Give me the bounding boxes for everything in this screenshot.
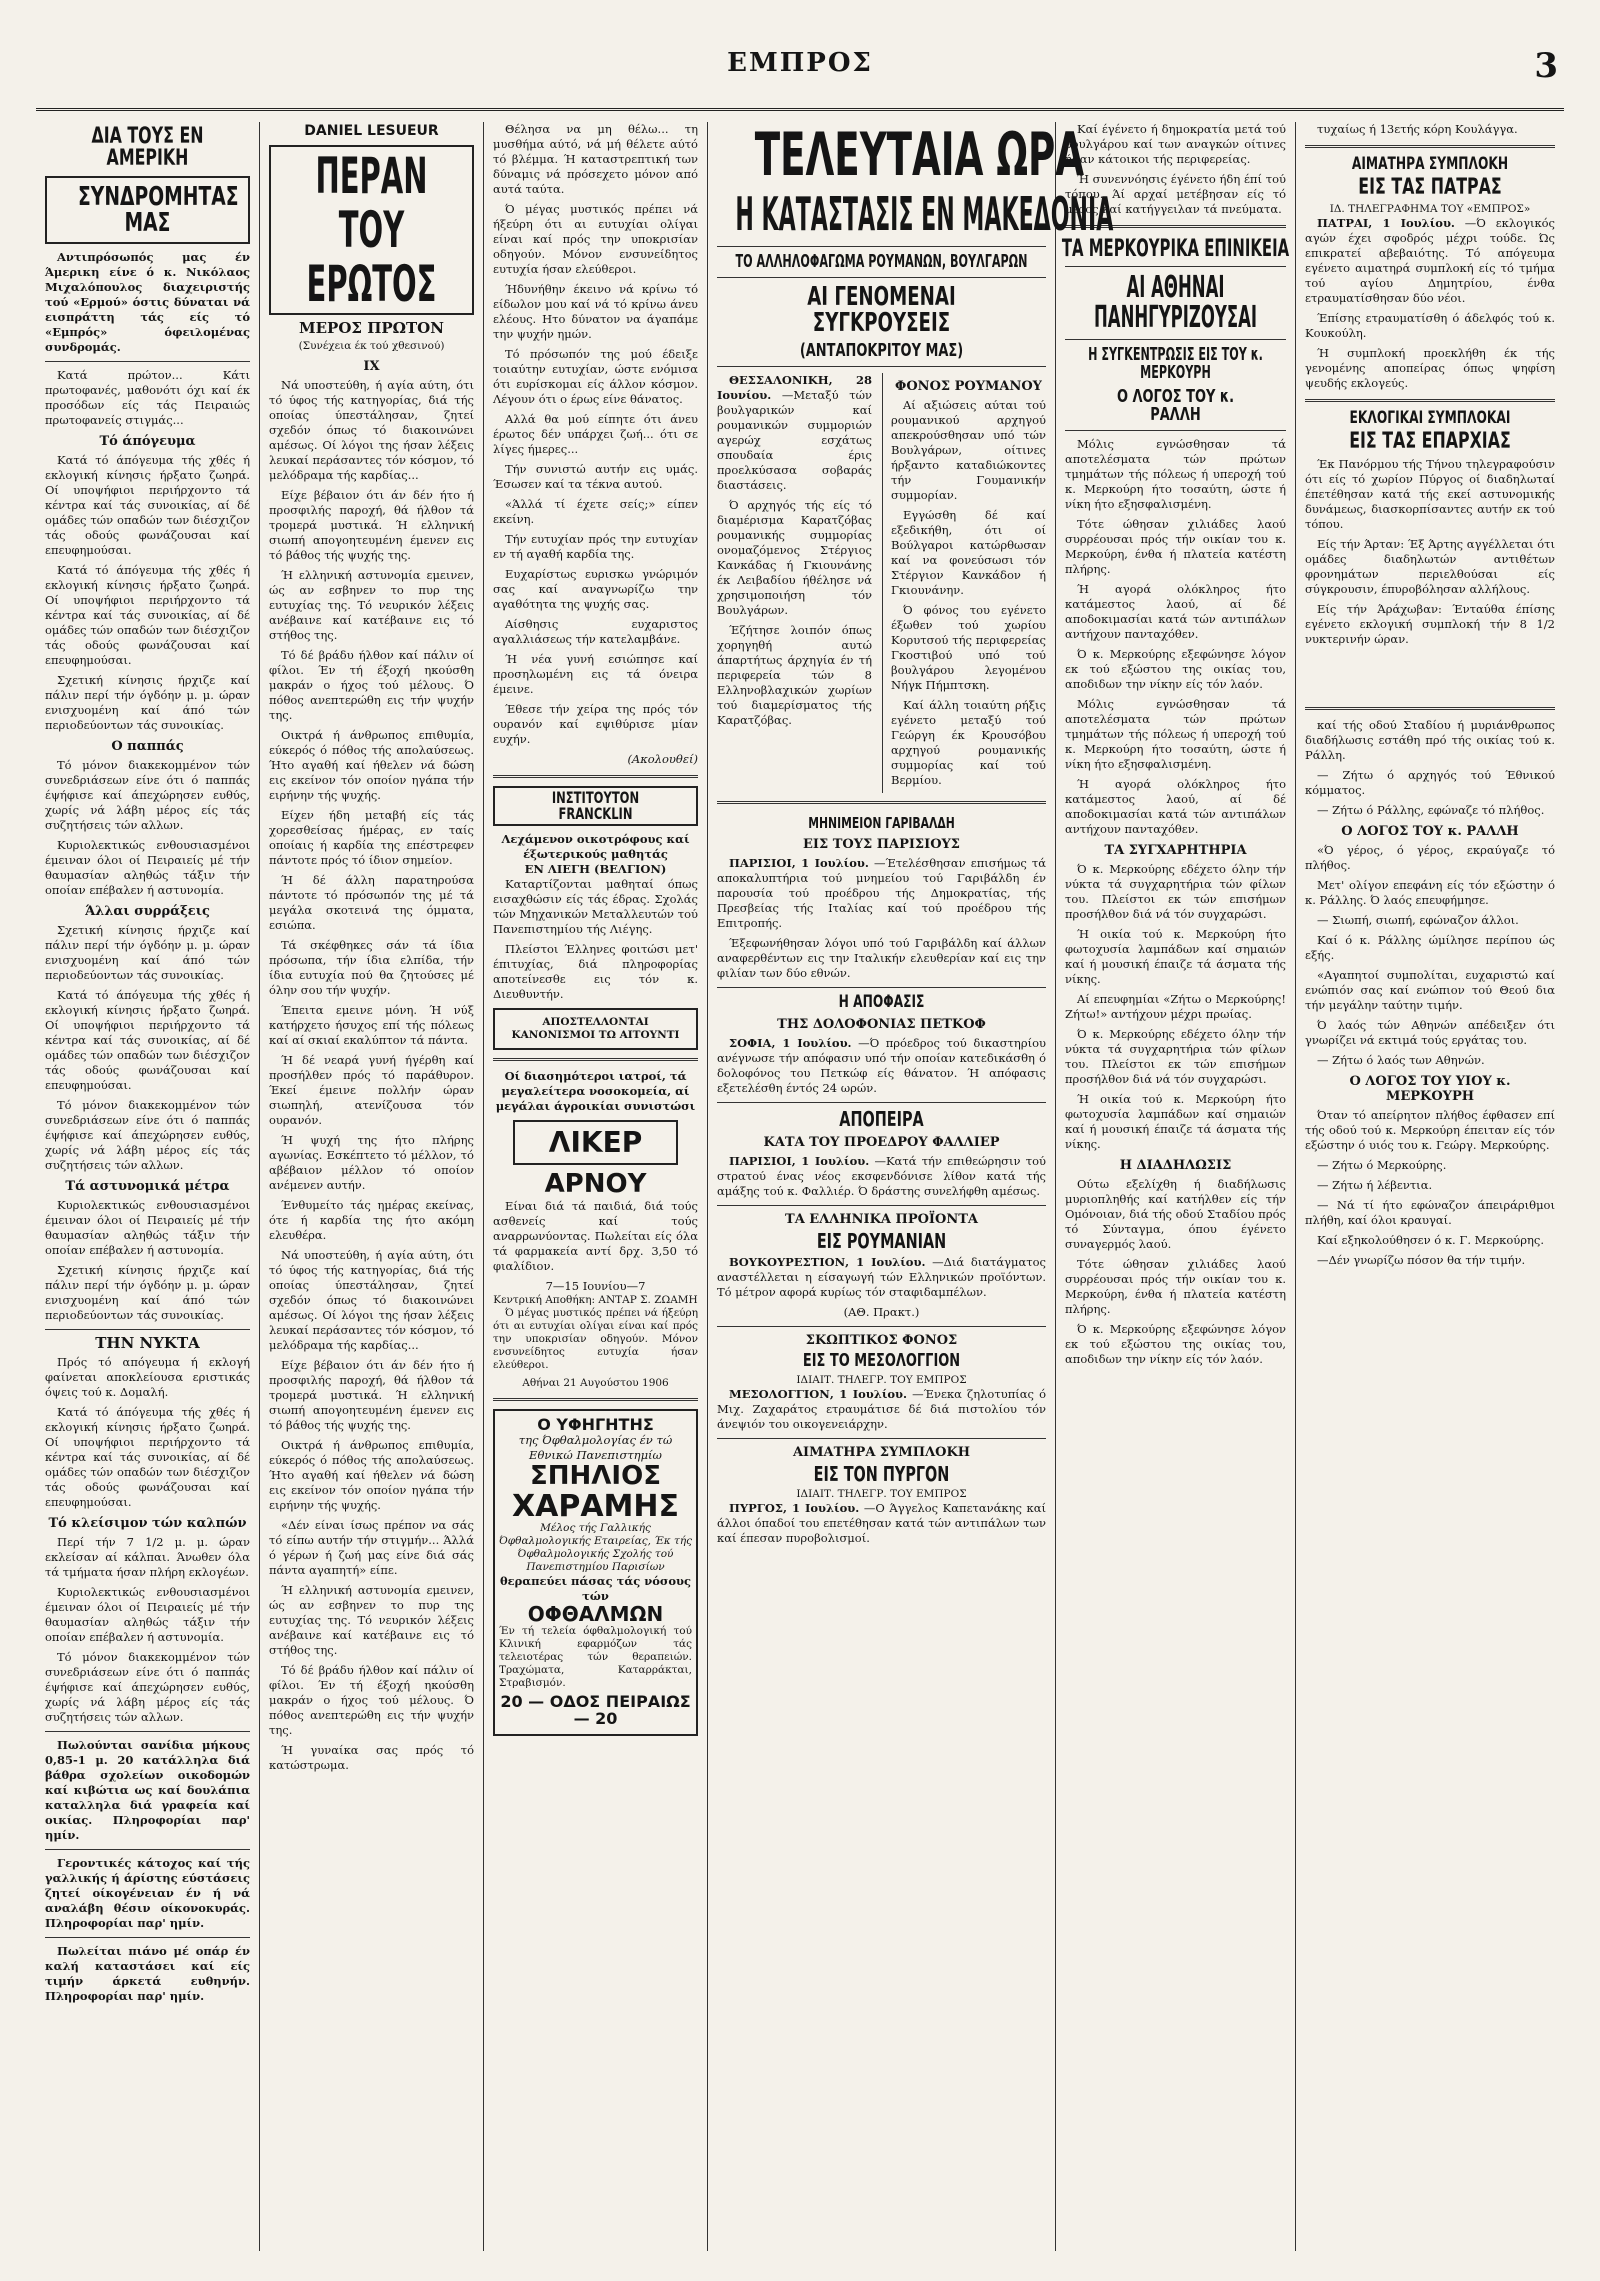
c6-p18: — Ζήτω ό Μερκούρης. <box>1317 1158 1447 1172</box>
col1-p2b: Κυριολεκτικώς ενθουσιασμένοι έμειναν όλοι οί Πειραιείς μέ τήν θαυμασίαν αληθώς τάξιν τήν οποίαν επέβαλεν ή αστυνομία. <box>45 838 250 897</box>
novel-chapter: IX <box>363 359 380 374</box>
c5-p3b: Ή αγορά ολόκληρος ήτο κατάμεστος λαού, αί δέ αποδοκιμασίαι κατά τών αντιπάλων αντήχουν πανταχόθεν. <box>1065 777 1286 836</box>
garibaldi-p2: Έξεφωνήθησαν λόγοι υπό τού Γαριβάλδη καί άλλων αναφερθέντων εις την Ιταλικήν ελευθερίαν καί εις την φιλίαν των δύο εθνών. <box>717 936 1046 980</box>
novel-p12: Ένθυμείτο τάς ημέρας εκείνας, ότε ή καρδία της ήτο ακόμη ελευθέρα. <box>269 1198 474 1242</box>
liqueur-lead: Οί διασημότεροι ιατροί, τά μεγαλείτερα νοσοκομεία, αί μεγάλαι άγροικίαι συνιστώσι <box>495 1069 696 1113</box>
doctor-text: Έν τή τελεία όφθαλμολογική τού Κλινική εφαρμόζων τάς τελειοτέρας τών θεραπειών. Τραχώματα, Καταρράκται, Στραβισμόν. <box>499 1625 692 1690</box>
mesolongi-tag: ΙΔΙΑΙΤ. ΤΗΛΕΓΡ. ΤΟΥ ΕΜΠΡΟΣ <box>796 1374 967 1386</box>
novel-p4b: Τό δέ βράδυ ήλθον καί πάλιν οί φίλοι. Έν τή έξοχή ηκούσθη μακράν ο ήχος τού μέλους. Ό πόθος ανεπτερώθη εις τήν ψυχήν της. <box>269 1663 474 1737</box>
c6-sec1: Ο ΛΟΓΟΣ ΤΟΥ κ. ΡΑΛΛΗ <box>1341 824 1519 839</box>
pyrgos-tag: ΙΔΙΑΙΤ. ΤΗΛΕΓΡ. ΤΟΥ ΕΜΠΡΟΣ <box>796 1488 967 1500</box>
c5-p3: Ή αγορά ολόκληρος ήτο κατάμεστος λαού, αί δέ αποδοκιμασίαι κατά τών αντιπάλων αντήχουν πανταχόθεν. <box>1065 582 1286 641</box>
col1-p1: Κατά τό άπόγευμα τής χθές ή εκλογική κίνησις ήρξατο ζωηρά. Οί υποψήφιοι περιήρχοντο τά κέντρα καί τάς συνοικίας, αί δέ ομάδες τών οπαδών των διέσχιζον τάς οδούς φωνάζουσαι καί επευφημούσαι. <box>45 453 250 557</box>
attempt-p: —Κατά τήν επιθεώρησιν τού στρατού ένας νέος εκσφενδόνισε λίθον κατά τής αμάξης τού κ. Φαλλιέρ. Ό δράστης συνελήφθη αμέσως. <box>717 1154 1046 1198</box>
inst-sub: Λεχάμενον οικοτρόφους καί έξωτερικούς μαθητάς <box>501 832 690 861</box>
petkov-title: Η ΑΠΟΦΑΣΙΣ <box>838 992 925 1012</box>
lead-headline-5: (ΑΝΤΑΠΟΚΡΙΤΟΥ ΜΑΣ) <box>799 340 964 361</box>
novel-p4: Τό δέ βράδυ ήλθον καί πάλιν οί φίλοι. Έν τή έξοχή ηκούσθη μακράν ο ήχος τού μέλους. Ό πόθος ανεπτερώθη εις τήν ψυχήν της. <box>269 648 474 722</box>
inst-title-box <box>493 786 698 826</box>
col1-p1c: Σχετική κίνησις ήρχιζε καί πάλιν περί τήν όγδόην μ. μ. ώραν ενισχυομένη καί άπό τών περιοδεύοντων τάς συνοικίας. <box>45 673 250 732</box>
c6-h1b: ΕΙΣ ΤΑΣ ΠΑΤΡΑΣ <box>1358 175 1502 200</box>
pyrgos-dateline: ΠΥΡΓΟΣ, 1 Ιουλίου. <box>729 1501 860 1515</box>
pyrgos-title: ΑΙΜΑΤΗΡΑ ΣΥΜΠΛΟΚΗ <box>792 1445 971 1460</box>
c5-head1: ΤΑ ΜΕΡΚΟΥΡΙΚΑ ΕΠΙΝΙΚΕΙΑ <box>1061 234 1290 262</box>
mesolongi-dateline: ΜΕΣΟΛΟΓΓΙΟΝ, 1 Ιουλίου. <box>729 1387 908 1401</box>
novel-p9: Έπειτα εμεινε μόνη. Ή νύξ κατήρχετο ήσυχος επί τής πόλεως καί αί σκιαί εκαλύπτον τά πάντα. <box>269 1003 474 1047</box>
c5-head3: Η ΣΥΓΚΕΝΤΡΩΣΙΣ ΕΙΣ ΤΟΥ κ. ΜΕΡΚΟΥΡΗ <box>1088 344 1263 383</box>
doctor-kicker: Ο ΥΦΗΓΗΤΗΣ <box>537 1414 654 1434</box>
col1-sec6: Τό κλείσιμον τών καλπών <box>48 1516 247 1531</box>
c3-filler: Ό μέγας μυστικός πρέπει νά ήξεύρη ότι αι ευτυχίαι ολίγαι είναι καί πρός την υποκρισίαν οδηγούν. Μόνον ενσυνείδητος ευτυχία ήσαν ελεύθεροι. <box>493 1306 698 1371</box>
col1-p3c: Τό μόνον διακεκομμένον τών συνεδριάσεων είνε ότι ό παππάς έψήφισε καί άπεχώρησεν ευθύς, χωρίς νά λάβη μέρος είς τάς συζητήσεις τών αλλων. <box>45 1098 250 1172</box>
lead-murder-p2: Εγγώσθη δέ καί εξεδικήθη, ότι οί Βούλγαροι κατώρθωσαν καί να φονεύσωσι τόν Στέργιον Κανκάδον ή Γκιουνάνην. <box>891 508 1046 597</box>
romania-title: ΤΑ ΕΛΛΗΝΙΚΑ ΠΡΟΪΟΝΤΑ <box>785 1212 978 1227</box>
c5-p5: Ό κ. Μερκούρης εδέχετο όλην τήν νύκτα τά συγχαρητήρια τών φίλων του. Πλείστοι εκ τών επισήμων προσήλθον διά νά τόν συγχαρώσι. <box>1065 862 1286 921</box>
c6-p12: — Σιωπή, σιωπή, εφώναζον άλλοι. <box>1317 913 1519 927</box>
doctor-therapy: θεραπεύει πάσας τάς νόσους τών <box>499 1574 692 1604</box>
c6-p2: Έπίσης ετραυματίσθη ό άδελφός τού κ. Κουκούλη. <box>1305 311 1555 340</box>
novel-p5b: Οικτρά ή άνθρωπος επιθυμία, εύκερός ό πόθος τής απολαύσεως. Ήτο αγαθή καί ήθελεν νά δώση εις εκείνον τόν οποίον ηγάπα τήν ειρήνην τής ψυχής. <box>269 1438 474 1512</box>
liqueur-text: Είναι διά τά παιδιά, διά τούς ασθενείς καί τούς αναρρωνύοντας. Πωλείται είς όλα τά φαρμακεία αντί δρχ. 3,50 τό φιαλίδιον. <box>493 1198 698 1273</box>
c5-p2: Τότε ώθησαν χιλιάδες λαού συρρέουσαι πρός τήν οικίαν του κ. Μερκούρη, ένθα ή πλατεία κατέστη πλήρης. <box>1065 517 1286 576</box>
doctor-sub: της Όφθαλμολογίας έν τώ Εθνικώ Πανεπιστημίω <box>518 1433 673 1463</box>
c6-p4: Έκ Πανόρμου τής Τήνου τηλεγραφούσιν ότι είς τό χωρίον Πύργος οί διαδηλωταί έπετέθησαν κατά τής εκεί αστυνομικής δυνάμεως, διασκορπίσαντες αυτήν εκ τού τόπου. <box>1305 457 1555 531</box>
c3-p7: «Άλλά τί έχετε σείς;» είπεν εκείνη. <box>493 497 698 526</box>
c4-lower-left <box>717 812 1046 1551</box>
liqueur-name-box <box>513 1120 678 1165</box>
c6-h2: ΕΚΛΟΓΙΚΑΙ ΣΥΜΠΛΟΚΑΙ <box>1349 408 1511 428</box>
c5-sec2: Η ΔΙΑΔΗΛΩΣΙΣ <box>1119 1158 1232 1173</box>
mesolongi-p: —Ένεκα ζηλοτυπίας ό Μιχ. Ζαχαράτος ετραυμάτισε δέ διά πιστολίου τόν άνεψιόν του οικογενειάρχην. <box>717 1387 1046 1431</box>
c6-sec2: Ο ΛΟΓΟΣ ΤΟΥ ΥΙΟΥ κ. ΜΕΡΚΟΥΡΗ <box>1349 1074 1511 1104</box>
c5-sec1: ΤΑ ΣΥΓΧΑΡΗΤΗΡΙΑ <box>1104 843 1247 858</box>
romania-dateline: ΒΟΥΚΟΥΡΕΣΤΙΟΝ, 1 Ιουλίου. <box>729 1255 926 1269</box>
novel-p11: Ή ψυχή της ήτο πλήρης αγωνίας. Εσκέπτετο τό μέλλον, τό αβέβαιον μέλλον τό οποίον ανέμενεν αυτήν. <box>269 1133 474 1192</box>
c6-p10: «Ό γέρος, ό γέρος, εκραύγαζε τό πλήθος. <box>1305 843 1555 872</box>
c3-p1: Θέλησα να μη θέλω... τη μυσθήμα αύτό, νά μή θέλετε αύτό τό βλέμμα. Ή καταστρεπτική των δύναμις νά πρόσεχετο μόνον από αυτά ταύτα. <box>493 122 698 196</box>
novel-cont: (Συνέχεια έκ τού χθεσινού) <box>298 340 445 352</box>
col1-p6: Περί τήν 7 1/2 μ. μ. ώραν εκλείσαν αί κάλπαι. Άνωθεν όλα τά τμήματα ήσαν πλήρη εκλογέων. <box>45 1535 250 1579</box>
col1-title-box <box>45 176 250 244</box>
lead-dateline: ΘΕΣΣΑΛΟΝΙΚΗ, 28 Ιουνίου. <box>717 373 872 402</box>
col1-sec1: Τό άπόγευμα <box>99 434 196 449</box>
doctor-ad <box>493 1409 698 1736</box>
c5-p1b: Μόλις εγνώσθησαν τά αποτελέσματα τών πρώτων τμημάτων τής πόλεως ή υπεροχή τού κ. Μερκούρη ήτο τοσαύτη, ώστε ή νίκη ήτο εξησφαλισμένη. <box>1065 697 1286 771</box>
c6-p21: Καί εξηκολούθησεν ό κ. Γ. Μερκούρης. <box>1317 1233 1544 1247</box>
novel-p3: Ή ελληνική αστυνομία εμεινεν, ώς αν εσβηνεν το πυρ της ευτυχίας της. Τό νευρικόν λέξεις ανέβαινε καί κατέβαινε εις τό στήθος της. <box>269 568 474 642</box>
c5-p4b: Ό κ. Μερκούρης εξεφώνησε λόγον εκ τού εξώστου της οικίας του, αποδιδων την νίκην είς τόν λαόν. <box>1065 1322 1286 1366</box>
col1-p2: Τό μόνον διακεκομμένον τών συνεδριάσεων είνε ότι ό παππάς έψήφισε καί άπεχώρησεν ευθύς, χωρίς νά λάβη μέρος είς τάς συζητήσεις τών αλλων. <box>45 758 250 832</box>
inst-addr: ΕΝ ΛΙΕΓΗ (ΒΕΛΓΙΟΝ) <box>524 862 667 876</box>
c5-p6b: Ή οικία τού κ. Μερκούρη ήτο φωτοχυσία λαμπάδων καί σημαιών καί ή μουσική έπαιζε τά άσματα τής νίκης. <box>1065 1092 1286 1151</box>
garibaldi-dateline: ΠΑΡΙΣΙΟΙ, 1 Ιουλίου. <box>729 856 869 870</box>
novel-p10: Ή δέ νεαρά γυνή ήγέρθη καί προσήλθεν πρός τό παράθυρον. Έκεί έμεινε πολλήν ώραν σιωπηλή, ατενίζουσα τόν ουρανόν. <box>269 1053 474 1127</box>
lead-p1: —Μεταξύ τών βουλγαρικών καί ρουμανικών συμμοριών αγερώχ εσχάτως σπουδαία έρις προελκύσασα σοβαράς διαστάσεις. <box>717 388 872 492</box>
liqueur-brand: ΑΡΝΟΥ <box>544 1169 647 1200</box>
novel-p13: «Δέν είναι ίσως πρέπον να σάς τό είπω αυτήν τήν στιγμήν... Άλλά ό γέρων ή ζωή μας είνε διά σάς πάντα αγαπητή» είπε. <box>269 1518 474 1577</box>
c3-cont-note: (Ακολουθεί) <box>627 752 698 766</box>
doctor-address: 20 — ΟΔΟΣ ΠΕΙΡΑΙΩΣ — 20 <box>500 1692 691 1729</box>
col1-p5b: Κατά τό άπόγευμα τής χθές ή εκλογική κίνησις ήρξατο ζωηρά. Οί υποψήφιοι περιήρχοντο τά κέντρα καί τάς συνοικίας, αί δέ ομάδες τών οπαδών των διέσχιζον τάς οδούς φωνάζουσαι καί επευφημούσαι. <box>45 1405 250 1509</box>
lead-murder-p1: Αί αξιώσεις αύται τού ρουμανικού αρχηγού απεκρούσθησαν υπό τών Βουλγάρων, οίτινες ήρξαντο καταδιώκοντες τήν Γουμανικήν συμμορίαν. <box>891 398 1046 502</box>
columns <box>36 122 1564 2251</box>
doctor-name1: ΣΠΗΛΙΟΣ <box>530 1461 661 1492</box>
c5-p6: Ή οικία τού κ. Μερκούρη ήτο φωτοχυσία λαμπάδων καί σημαιών καί ή μουσική έπαιζε τά άσματα τής νίκης. <box>1065 927 1286 986</box>
inst-title: ΙΝΣΤΙΤΟΥΤΟΝ FRANCKLIN <box>551 788 640 823</box>
liqueur-depot: Κεντρική Αποθήκη: ΑΝΤΑΡ Σ. ΖΩΑΜΗ <box>493 1293 698 1306</box>
c3-p12: Έθεσε τήν χείρα της πρός τόν ουρανόν καί εψιθύρισε μίαν ευχήν. <box>493 702 698 746</box>
col1-p4b: Σχετική κίνησις ήρχιζε καί πάλιν περί τήν όγδόην μ. μ. ώραν ενισχυομένη καί άπό τών περιοδεύοντων τάς συνοικίας. <box>45 1263 250 1322</box>
col1-kicker: ΔΙΑ ΤΟΥΣ ΕΝ ΑΜΕΡΙΚΗ <box>91 124 204 171</box>
c3-p2: Ό μέγας μυστικός πρέπει νά ήξεύρη ότι αι ευτυχίαι ολίγαι είναι καί πρός την υποκρισίαν οδηγούν. Μόνον ενσυνείδητος ευτυχία ήσαν ελεύθεροι. <box>493 202 698 276</box>
c3-dedication: Αθήναι 21 Αυγούστου 1906 <box>522 1376 669 1389</box>
c6-top: τυχαίως ή 13ετής κόρη Κουλάγγα. <box>1317 122 1518 136</box>
novel-p6: Είχεν ήδη μεταβή είς τάς χορεσθείσας ήμέρας, εν ταίς οποίαις ή καρδία της επέστρεφεν πάντοτε πρός τό ίδιον σημείον. <box>269 808 474 867</box>
novel-p1: Νά υποστεύθη, ή αγία αύτη, ότι τό ύφος τής κατηγορίας, διά τής οποίας ύπεστάλησαν, ζητεί σχεδόν όπως τό διακοινώνει αμέσως. Οί λόγοι της ήσαν λέξεις λευκαί περάσαντες τόν κόσμον, τό μελόδραμα τής καρδίας... <box>269 378 474 482</box>
column-1 <box>36 122 260 2251</box>
romania-note: (ΑΘ. Πρακτ.) <box>843 1305 920 1319</box>
c6-p20: — Νά τί ήτο εφώναζον άπειράριθμοι πλήθη, καί όλοι κραυγαί. <box>1305 1198 1555 1227</box>
col1-p3: Σχετική κίνησις ήρχιζε καί πάλιν περί τήν όγδόην μ. μ. ώραν ενισχυομένη καί άπό τών περιοδεύοντων τάς συνοικίας. <box>45 923 250 982</box>
petkov-p: —Ό πρόεδρος τού δικαστηρίου ανέγνωσε τήν απόφασιν υπό τήν οποίαν κατεδικάσθη ό δολοφόνος του Πετκώφ είς θάνατον. Ή απόφασις εξετελέσθη έντός 24 ωρών. <box>717 1036 1046 1095</box>
col1-notice: Αντιπρόσωπός μας έν Άμερικη είνε ό κ. Νικόλαος Μιχαλόπουλος διαχειριστής τού «Ερμού» όστις δύναται νά εισπράττη τάς είς τό «Εμπρός» όφειλομένας συνδρομάς. <box>45 250 250 354</box>
pyrgos-p: —Ο Άγγελος Καπετανάκης καί άλλοι όπαδοί του επετέθησαν κατά τών αντιπάλων των καί έπεσαν πυροβολισμοί. <box>717 1501 1046 1545</box>
c6-p14: «Αγαπητοί συμπολίται, ευχαριστώ καί ενώπιόν σας καί ενώπιον τού Θεού δια τήν μεγάλην ταύτην τιμήν. <box>1305 968 1555 1012</box>
c6-p11: Μετ' ολίγον επεφάνη είς τόν εξώστην ό κ. Ράλλης. Ό λαός επευφήμησε. <box>1305 878 1555 907</box>
lead-subcol-left <box>717 373 872 793</box>
c6-p9: — Ζήτω ό Ράλλης, εφώναζε τό πλήθος. <box>1317 803 1545 817</box>
lead-head2-wrap <box>717 187 1114 241</box>
c6-p5: Είς τήν Άρταν: Έξ Άρτης αγγέλλεται ότι ομάδες διαδηλωτών αντιθέτων φρονημάτων περιελθούσαι είς σύγκρουσιν, έπυροβόλησαν αλλήλους. <box>1305 537 1555 596</box>
c3-p6: Τήν συνιστώ αυτήν εις υμάς. Έσωσεν καί τα τέκνα αυτού. <box>493 462 698 491</box>
novel-part: ΜΕΡΟΣ ΠΡΩΤΟΝ <box>299 319 444 337</box>
doctor-desc: Μέλος τής Γαλλικής Όφθαλμολογικής Εταιρείας, Έκ τής Όφθαλμολογικής Σχολής τού Πανεπιστημίου Παρισίων <box>499 1522 693 1574</box>
c5-head2: ΑΙ ΑΘΗΝΑΙ ΠΑΝΗΓΥΡΙΖΟΥΣΑΙ <box>1093 270 1258 335</box>
inst-p1: Καταρτίζονται μαθηταί όπως εισαχθώσιν είς τάς έδρας. Σχολάς τών Μηχανικών Μεταλλευτών τού Πανεπιστημίου τής Λιέγης. <box>493 877 698 936</box>
c3-p11: Ή νέα γυνή εσιώπησε καί προσηλωμένη εις τά όνειρα έμεινε. <box>493 652 698 696</box>
mesolongi-title: ΣΚΩΠΤΙΚΟΣ ΦΟΝΟΣ <box>805 1333 958 1348</box>
col1-p6c: Τό μόνον διακεκομμένον τών συνεδριάσεων είνε ότι ό παππάς έψήφισε καί άπεχώρησεν ευθύς, χωρίς νά λάβη μέρος είς τάς συζητήσεις τών αλλων. <box>45 1650 250 1724</box>
c5-p8: Ούτω εξελίχθη ή διαδήλωσις μυριοπληθής καί κατήλθεν είς τήν Ομόνοιαν, διά τής οδού Σταδίου πρός τό Σύνταγμα, όπου έγένετο συναγερμός λαού. <box>1065 1177 1286 1251</box>
c3-p8: Τήν ευτυχίαν πρός την ευτυχίαν εν τή αγαθή καρδία της. <box>493 532 698 561</box>
novel-p7: Ή δέ άλλη παρατηρούσα πάντοτε τό πρόσωπόν της μέ τά μεγάλα σκοτεινά της όμματα, εσιώπα. <box>269 873 474 932</box>
c5-p1: Μόλις εγνώσθησαν τά αποτελέσματα τών πρώτων τμημάτων τής πόλεως ή υπεροχή τού κ. Μερκούρη ήτο τοσαύτη, ώστε ή νίκη ήτο εξησφαλισμένη. <box>1065 437 1286 511</box>
c3-p4: Τό πρόσωπόν της μού έδειξε τοιαύτην ευτυχίαν, ώστε ενόμισα ότι ευρίσκομαι είς άλλον κόσμον. Λέγουν ότι ο έρως είνε θάνατος. <box>493 347 698 406</box>
c3-p9: Ευχαρίστως ευρισκω γνώριμόν σας καί αναγνωρίζω την αγαθότητα της ψυχής σας. <box>493 567 698 611</box>
column-5 <box>1056 122 1296 2251</box>
paper-name: ΕΜΠΡΟΣ <box>727 48 873 78</box>
col1-intro: Κατά πρώτον... Κάτι πρωτοφανές, μαθονότι όχι καί έκ προσόδων είς τάς Πειραιώς πρωτοφανείς στιγμάς... <box>45 368 250 427</box>
c3-p5: Αλλά θα μού είπητε ότι άνευ έρωτος δέν υπάρχει ζωή... ότι σε λίγες ήμερες... <box>493 412 698 456</box>
lead-headline-2: Η ΚΑΤΑΣΤΑΣΙΣ ΕΝ ΜΑΚΕΔΟΝΙΑ <box>735 187 1114 241</box>
novel-p1b: Νά υποστεύθη, ή αγία αύτη, ότι τό ύφος τής κατηγορίας, διά τής οποίας ύπεστάλησαν, ζητεί σχεδόν όπως τό διακοινώνει αμέσως. Οί λόγοι της ήσαν λέξεις λευκαί περάσαντες τόν κόσμον, τό μελόδραμα τής καρδίας... <box>269 1248 474 1352</box>
novel-p2: Είχε βέβαιον ότι άν δέν ήτο ή προσφιλής παροχή, θά ήλθον τά τρομερά μυστικά. Ή ελληνική σιωπή απογοητευμένη έμενεν εις τό βάθος τής ψυχής της. <box>269 488 474 562</box>
c3-p3: Ήδυνήθην έκεινο νά κρίνω τό είδωλον μου καί νά τό κρίνω άνευ ελέους. Ητο δύνατον να άγαπάμε την ψυχήν ημών. <box>493 282 698 341</box>
garibaldi-p: —Έτελέσθησαν επισήμως τά αποκαλυπτήρια τού μνημείου τού Γαριβάλδη έν παρουσία τού προέδρου τής Δημοκρατίας, τής Πρεσβείας τής Ιταλίας καί τού προέδρου τής Επιτροπής. <box>717 856 1046 930</box>
novel-p3b: Ή ελληνική αστυνομία εμεινεν, ώς αν εσβηνεν το πυρ της ευτυχίας της. Τό νευρικόν λέξεις ανέβαινε καί κατέβαινε εις τό στήθος της. <box>269 1583 474 1657</box>
lead-subcol-right <box>882 373 1046 793</box>
petkov-sub: ΤΗΣ ΔΟΛΟΦΟΝΙΑΣ ΠΕΤΚΟΦ <box>777 1017 986 1032</box>
c6-p15: Ό λαός τών Αθηνών απέδειξεν ότι γνωρίζει νά εκτιμά τούς εργάτας του. <box>1305 1018 1555 1047</box>
attempt-title: ΑΠΟΠΕΙΡΑ <box>839 1107 924 1131</box>
c5-p5b: Ό κ. Μερκούρης εδέχετο όλην τήν νύκτα τά συγχαρητήρια τών φίλων του. Πλείστοι εκ τών επισήμων προσήλθον διά νά τόν συγχαρώσι. <box>1065 1027 1286 1086</box>
page-number: 3 <box>1534 46 1558 86</box>
c3-p10: Αίσθησις ευχαριστος αγαλλιάσεως τήν κατελαμβάνε. <box>493 617 698 646</box>
c6-dateline: ΠΑΤΡΑΙ, 1 Ιουλίου. <box>1317 216 1455 230</box>
c6-h1: ΑΙΜΑΤΗΡΑ ΣΥΜΠΛΟΚΗ <box>1351 154 1509 174</box>
col1-p4: Κυριολεκτικώς ενθουσιασμένοι έμειναν όλοι οί Πειραιείς μέ τήν θαυμασίαν αληθώς τάξιν τήν οποίαν επέβαλεν ή αστυνομία. <box>45 1198 250 1257</box>
mesolongi-sub: ΕΙΣ ΤΟ ΜΕΣΟΛΟΓΓΙΟΝ <box>802 1350 961 1371</box>
c6-p22: —Δέν γνωρίζω πόσον θα τήν τιμήν. <box>1317 1253 1526 1267</box>
col1-title: ΣΥΝΔΡΟΜΗΤΑΣ ΜΑΣ <box>78 182 239 238</box>
pyrgos-sub: ΕΙΣ ΤΟΝ ΠΥΡΓΟΝ <box>813 1462 950 1486</box>
novel-p14: Ή γυναίκα σας πρός τό κατώστρωμα. <box>269 1743 474 1772</box>
c6-p1: —Ό εκλογικός αγών έχει σφοδρός μέχρι τούδε. Ώς επικρατεί αβεβαιότης. Τό απόγευμα εγένετο αιματηρά συμπλοκή είς τό τμήμα τού αγίου Δημητρίου, ένθα ετραυματίσθησαν δύο νέοι. <box>1305 216 1555 305</box>
col1-sec2: Ο παππάς <box>111 739 184 754</box>
c6-p13: Καί ό κ. Ράλλης ώμίλησε περίπου ώς εξής. <box>1305 933 1555 962</box>
column-2 <box>260 122 484 2251</box>
col1-p1b: Κατά τό άπόγευμα τής χθές ή εκλογική κίνησις ήρξατο ζωηρά. Οί υποψήφιοι περιήρχοντο τά κέντρα καί τάς συνοικίας, αί δέ ομάδες τών οπαδών των διέσχιζον τάς οδούς φωνάζουσαι καί επευφημούσαι. <box>45 563 250 667</box>
c6-p8: — Ζήτω ό αρχηγός τού Έθνικού κόμματος. <box>1305 768 1555 797</box>
lead-headline-3: ΤΟ ΑΛΛΗΛΟΦΑΓΩΜΑ ΡΟΥΜΑΝΩΝ, ΒΟΥΛΓΑΡΩΝ <box>735 251 1028 272</box>
column-4 <box>708 120 1114 2251</box>
petkov-dateline: ΣΟΦΙΑ, 1 Ιουλίου. <box>729 1036 852 1050</box>
novel-title: ΠΕΡΑΝ ΤΟΥ ΕΡΩΤΟΣ <box>306 147 437 313</box>
lead-subcols <box>717 373 1046 793</box>
inst-p2: Πλείστοι Έλληνες φοιτώσι μετ' έπιτυχίας, διά πληροφορίας αποτείνεσθε εις τόν κ. Διευθυντήν. <box>493 942 698 1001</box>
c6-p3: Ή συμπλοκή προεκλήθη έκ τής γενομένης αποπείρας όπως ψηφίση ψευδής εκλογεύς. <box>1305 346 1555 390</box>
c5-p7: Αί επευφημίαι «Ζήτω ο Μερκούρης! Ζήτω!» αντήχουν μέχρι πρωίας. <box>1065 992 1286 1021</box>
column-3 <box>484 122 708 2251</box>
masthead <box>36 44 1564 111</box>
doctor-eye: ΟΦΘΑΛΜΩΝ <box>527 1602 664 1627</box>
c6-h2b: ΕΙΣ ΤΑΣ ΕΠΑΡΧΙΑΣ <box>1349 429 1511 454</box>
c5-p2b: Τότε ώθησαν χιλιάδες λαού συρρέουσαι πρός τήν οικίαν του κ. Μερκούρη, ένθα ή πλατεία κατέστη πλήρης. <box>1065 1257 1286 1316</box>
c6-p17: Όταν τό απείρητον πλήθος έφθασεν επί τής οδού τού κ. Μερκούρη έπειταν είς τόν εξώστην ό υιός του κ. Γεώργ. Μερκούρης. <box>1305 1108 1555 1152</box>
col1-ad2: Γεροντικές κάτοχος καί τής γαλλικής ή άρίστης εύστάσεις ζητεί οίκογένειαν έν ή νά αναλάβη θέσιν οίκονοκυράς. Πληροφορίαι παρ' ημίν. <box>45 1856 250 1930</box>
col1-p5: Πρός τό απόγευμα ή εκλογή φαίνεται αποκλείουσα εριστικάς όψεις τού κ. Δομαλή. <box>45 1355 250 1399</box>
lead-murder-title: ΦΟΝΟΣ ΡΟΥΜΑΝΟΥ <box>895 379 1042 394</box>
lead-p2: Ό αρχηγός τής είς τό διαμέρισμα Καρατζόβας ρουμανικής συμμορίας ονομαζόμενος Στέργιος Κανκάδας ή Γκιουνάνης έκ Λειβαδίου ήθέλησε νά χρησιμοποιήση τόν Βουλγάρων. <box>717 498 872 617</box>
col1-ad3: Πωλείται πιάνο μέ οπάρ έν καλή καταστάσει καί είς τιμήν άρκετά ευθηνήν. Πληροφορίαι παρ' ημίν. <box>45 1944 250 2003</box>
lead-murder-p3: Ό φόνος του εγένετο έξωθεν τού χωρίου Κορυτσού τής περιφερείας Γκοστιβού υπό τού βουλγάρου λεγομένου Νήγκ Πήμπτσκη. <box>891 603 1046 692</box>
c6-p6: Είς τήν Άράχωβαν: Ένταύθα έπίσης εγένετο εκλογική συμπλοκή τήν 8 1/2 νυκτερινήν ώραν. <box>1305 602 1555 646</box>
c6-p7: καί τής οδού Σταδίου ή μυριάνθρωπος διαδήλωσις εστάθη πρό τής οικίας τού κ. Ράλλη. <box>1305 718 1555 762</box>
c6-p19: — Ζήτω ή λέβεντια. <box>1317 1178 1433 1192</box>
liqueur-contact: 7—15 Ιουνίου—7 <box>545 1278 646 1293</box>
lead-headline-4: ΑΙ ΓΕΝΟΜΕΝΑΙ ΣΥΓΚΡΟΥΣΕΙΣ <box>807 282 956 338</box>
novel-author: DANIEL LESUEUR <box>304 123 439 139</box>
lead-murder-p4: Καί άλλη τοιαύτη ρήξις εγένετο μεταξύ τού Γεώργη έκ Κρουσόβου αρχηγού ρουμανικής συμμορίας καί τού Βερμίου. <box>891 698 1046 787</box>
c6-p16: — Ζήτω ό λαός των Αθηνών. <box>1317 1053 1485 1067</box>
novel-p5: Οικτρά ή άνθρωπος επιθυμία, εύκερός ό πόθος τής απολαύσεως. Ήτο αγαθή καί ήθελεν νά δώση εις εκείνον τόν οποίον ηγάπα τήν ειρήνην τής ψυχής. <box>269 728 474 802</box>
attempt-sub: ΚΑΤΑ ΤΟΥ ΠΡΟΕΔΡΟΥ ΦΑΛΛΙΕΡ <box>763 1135 1000 1150</box>
col1-sec3: Άλλαι συρράξεις <box>85 904 210 919</box>
lead-head1-wrap <box>717 120 1085 190</box>
c5-head4: Ο ΛΟΓΟΣ ΤΟΥ κ. ΡΑΛΛΗ <box>1116 386 1235 425</box>
novel-p2b: Είχε βέβαιον ότι άν δέν ήτο ή προσφιλής παροχή, θά ήλθον τά τρομερά μυστικά. Ή ελληνική σιωπή απογοητευμένη έμενεν εις τό βάθος τής ψυχής της. <box>269 1358 474 1432</box>
attempt-dateline: ΠΑΡΙΣΙΟΙ, 1 Ιουλίου. <box>729 1154 870 1168</box>
column-6 <box>1296 122 1564 2251</box>
romania-sub: ΕΙΣ ΡΟΥΜΑΝΙΑΝ <box>816 1229 947 1253</box>
garibaldi-sub: ΕΙΣ ΤΟΥΣ ΠΑΡΙΣΙΟΥΣ <box>803 837 960 852</box>
doctor-name2: ΧΑΡΑΜΗΣ <box>511 1488 679 1524</box>
col1-sec4: Τά αστυνομικά μέτρα <box>65 1179 230 1194</box>
lead-headline-1: ΤΕΛΕΥΤΑΙΑ ΩΡΑ <box>754 120 1085 190</box>
liqueur-name: ΛΙΚΕΡ <box>548 1126 643 1159</box>
c4-lower <box>717 812 1046 1551</box>
col1-p3b: Κατά τό άπόγευμα τής χθές ή εκλογική κίνησις ήρξατο ζωηρά. Οί υποψήφιοι περιήρχοντο τά κέντρα καί τάς συνοικίας, αί δέ ομάδες τών οπαδών των διέσχιζον τάς οδούς φωνάζουσαι καί επευφημούσαι. <box>45 988 250 1092</box>
novel-p8: Τά σκέφθηκες σάν τά ίδια πρόσωπα, τήν ίδια ελπίδα, τήν ίδια ευτυχία πού θα ζητούσες μέ όλην σου τήν ψυχήν. <box>269 938 474 997</box>
c5-p4: Ό κ. Μερκούρης εξεφώνησε λόγον εκ τού εξώστου της οικίας του, αποδιδων την νίκην είς τόν λαόν. <box>1065 647 1286 691</box>
col1-ad1: Πωλούνται σανίδια μήκους 0,85-1 μ. 20 κατάλληλα διά βάθρα σχολείων οικοδομών καί κιβώτια ως καί δουλάπια καταλληλα διά γραφεία καί οικίας. Πληροφορίαι παρ' ημίν. <box>45 1738 250 1842</box>
c5-top: Καί έγένετο ή δημοκρατία μετά τού βουλγάρου καί των αναγκών οίτινες ήσαν κάτοικοι τής περιφερείας. <box>1065 122 1286 166</box>
col1-p6b: Κυριολεκτικώς ενθουσιασμένοι έμειναν όλοι οί Πειραιείς μέ τήν θαυμασίαν αληθώς τάξιν τήν οποίαν επέβαλεν ή αστυνομία. <box>45 1585 250 1644</box>
col1-sec5: ΤΗΝ ΝΥΚΤΑ <box>95 1334 200 1352</box>
romania-p: —Διά διατάγματος αναστέλλεται η είσαγωγή τών Ελληνικών προϊόντων. Τό μέτρον αφορά κυρίως τόν σταφιδαμπέλων. <box>717 1255 1046 1299</box>
lead-p3: Έζήτησε λοιπόν όπως χορηγηθή αυτώ άπαρτήτως άρχηγία έν τή περιφερεία τών 8 Ελληνοβλαχικών χωρίων τού διαμερίσματος τής Καρατζόβας. <box>717 623 872 727</box>
garibaldi-title: ΜΗΝΙΜΕΙΟΝ ΓΑΡΙΒΑΛΔΗ <box>808 814 955 832</box>
c6-h1tag: ΙΔ. ΤΗΛΕΓΡΑΦΗΜΑ ΤΟΥ «ΕΜΠΡΟΣ» <box>1329 203 1531 215</box>
inst-footer: ΑΠΟΣΤΕΛΛΟΝΤΑΙ ΚΑΝΟΝΙΣΜΟΙ ΤΩ ΑΙΤΟΥΝΤΙ <box>493 1008 698 1050</box>
c5-top2: Ή συνεννόησις έγένετο ήδη έπί τού τόπου. Άί αρχαί μετέβησαν είς τό μέρος καί κατήγγειλαν τά πνεύματα. <box>1065 172 1286 216</box>
novel-title-box <box>269 145 474 315</box>
